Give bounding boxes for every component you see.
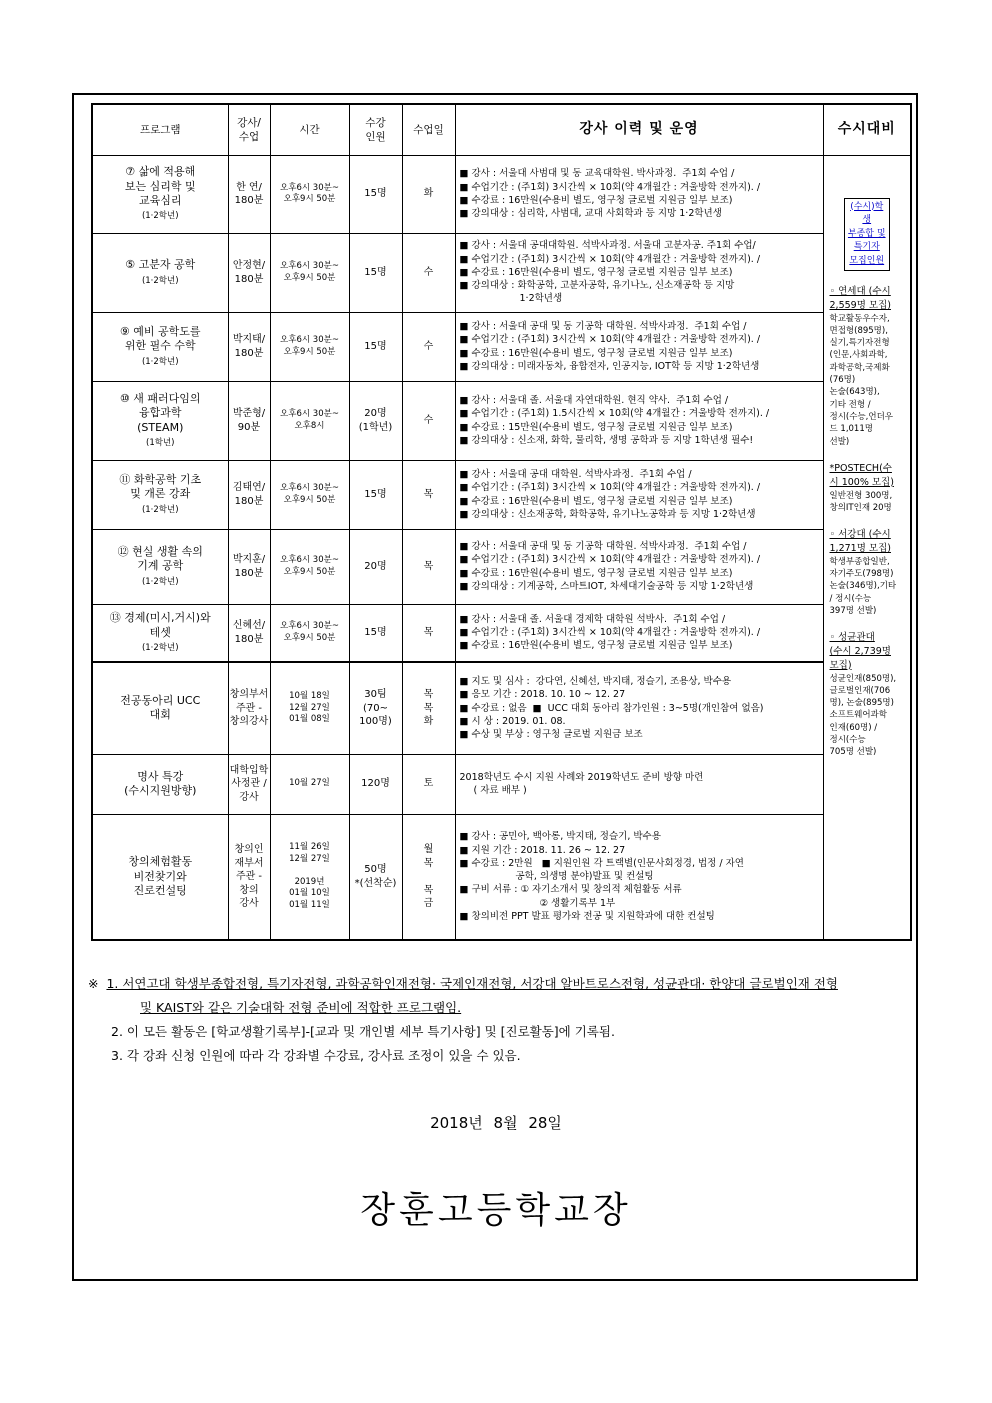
- header-time: 시간: [270, 104, 349, 155]
- time-cell: 10월 27일: [270, 754, 349, 814]
- time-cell: 오후6시 30분~ 오후9시 50분: [270, 233, 349, 312]
- detail-line: ■ 수업기간 : (주1회) 3시간씩 × 10회(약 4개월간 : 겨울방학 전까지). /: [459, 253, 761, 265]
- sidebar-block-head2: 1,271명 모집): [829, 542, 891, 554]
- detail-line: ■ 강의대상 : 심리학, 사범대, 교대 사회학과 등 지망 1·2학년생: [459, 208, 722, 220]
- program-title-cell: [92, 460, 228, 529]
- detail-line: ■ 지원 기간 : 2018. 11. 26 ~ 12. 27: [459, 844, 626, 856]
- capacity-cell: 15명: [349, 460, 402, 529]
- detail-line: ■ 강의대상 : 화학공학, 고분자공학, 유기나노, 신소재공학 등 지망: [459, 280, 735, 292]
- sidebar-block-body: 일반전형 300명, 창의IT인재 20명: [829, 490, 893, 513]
- sidebar-block-body: 성균인재(850명), 글로벌인재(706 명), 논술(895명) 소프트웨어과학 인재(60명) / 정시(수능 705명 선발): [829, 673, 897, 758]
- day-cell: 토: [402, 754, 455, 814]
- detail-line: ■ 수강료 : 16만원(수용비 별도, 영구청 글로벌 지원금 일부 보조): [459, 567, 733, 579]
- detail-line: ■ 강의대상 : 미래자동차, 융합전자, 인공지능, IOT학 등 지망 1·2학년생: [459, 360, 760, 372]
- program-row: [92, 233, 911, 312]
- detail-line: ■ 강의대상 : 기계공학, 스마트IOT, 차세대기술공학 등 지망 1·2학년생: [459, 580, 754, 592]
- time-cell: 오후6시 30분~ 오후9시 50분: [270, 604, 349, 662]
- program-row: [92, 814, 911, 940]
- program-title-cell: [92, 604, 228, 662]
- details-cell: [455, 155, 823, 233]
- program-title-cell: [92, 662, 228, 754]
- day-cell: 월 목 목 금: [402, 814, 455, 940]
- detail-line: ■ 수업기간 : (주1회) 3시간씩 × 10회(약 4개월간 : 겨울방학 전까지). /: [459, 554, 761, 566]
- time-cell: 10월 18일 12월 27일 01월 08일: [270, 662, 349, 754]
- detail-line: ■ 응모 기간 : 2018. 10. 10 ~ 12. 27: [459, 689, 626, 701]
- detail-line: ( 자료 배부 ): [473, 785, 527, 796]
- details-cell: [455, 604, 823, 662]
- detail-line: ■ 수업기간 : (주1회) 3시간씩 × 10회(약 4개월간 : 겨울방학 전까지). /: [459, 181, 761, 193]
- note-1-line-a: 1. 서연고대 학생부종합전형, 특기자전형, 과학공학인재전형· 국제인재전형, 서강대 알바트로스전형, 성균관대· 한양대 글로벌인재 전형: [106, 976, 838, 991]
- detail-line: ■ 수강료 : 2만원 ■ 지원인원 각 트랙별(인문사회정경, 법정 / 자연: [459, 857, 744, 869]
- capacity-cell: 120명: [349, 754, 402, 814]
- note-mark: ※: [88, 976, 99, 991]
- day-cell: 목 목 화: [402, 662, 455, 754]
- program-grade: (1·2학년): [141, 211, 179, 222]
- program-grade: (1·2학년): [141, 356, 179, 367]
- details-cell: [455, 233, 823, 312]
- detail-line: ■ 강사 : 서울대 졸. 서울대 경제학 대학원 석박사. 주1회 수업 /: [459, 613, 726, 625]
- capacity-cell: 20명 (1학년): [349, 381, 402, 460]
- time-cell: 11월 26일 12월 27일 2019년 01월 10일 01월 11일: [270, 814, 349, 940]
- detail-line: ■ 강의대상 : 신소재공학, 화학공학, 유기나노공학과 등 지망 1·2학년생: [459, 508, 756, 520]
- detail-line: ■ 수업기간 : (주1회) 3시간씩 × 10회(약 4개월간 : 겨울방학 전까지). /: [459, 482, 761, 494]
- detail-line: ■ 수강료 : 16만원(수용비 별도, 영구청 글로벌 지원금 일부 보조): [459, 640, 733, 652]
- detail-line: ■ 강사 : 서울대 공대 및 동 기공학 대학원. 석박사과정. 주1회 수업 /: [459, 540, 747, 552]
- detail-line: 공학, 의생명 분야)발표 및 컨설팅: [515, 871, 654, 883]
- program-row: [92, 754, 911, 814]
- program-number: ⑨: [119, 325, 130, 339]
- details-cell: [455, 754, 823, 814]
- note-1-line-b: 및 KAIST와 같은 기술대학 전형 준비에 적합한 프로그램임.: [140, 1000, 462, 1015]
- detail-line: ■ 지도 및 심사 : 강다연, 신혜선, 박지태, 정슬기, 조용상, 박수용: [459, 676, 732, 687]
- sidebar-block-head2: 2,559명 모집): [829, 299, 891, 311]
- details-cell: [455, 312, 823, 381]
- sidebar-box: (수시)학생 부종합 및 특기자 모집인원: [844, 198, 890, 272]
- program-row: [92, 460, 911, 529]
- program-title: 고분자 공학: [138, 258, 196, 272]
- sidebar-block-body: 학교활동우수자, 면접형(895명), 실기,특기자전형 (인문,사회과학, 과학공학,국제화 (76명) 논술(643명), 기타 전형 / 정시(수능,언더우 드 1,011명 선발): [829, 313, 893, 447]
- program-title: 현실 생활 속의 기계 공학: [132, 545, 203, 573]
- instructor-cell: 박준형/ 90분: [228, 381, 270, 460]
- detail-line: ■ 강사 : 공민아, 백아롱, 박지태, 정슬기, 박수용: [459, 831, 661, 843]
- capacity-cell: 30팀 (70~ 100명): [349, 662, 402, 754]
- time-cell: 오후6시 30분~ 오후9시 50분: [270, 460, 349, 529]
- sidebar-block-head: *POSTECH(수: [829, 462, 892, 474]
- detail-line: ■ 시 상 : 2019. 01. 08.: [459, 715, 566, 727]
- program-number: ⑤: [125, 258, 136, 272]
- detail-line: ■ 수강료 : 16만원(수용비 별도, 영구청 글로벌 지원금 일부 보조): [459, 266, 733, 278]
- principal-signature: 장훈고등학교장: [360, 1190, 632, 1231]
- note-1: [88, 972, 908, 996]
- details-cell: [455, 529, 823, 604]
- instructor-cell: 대학입학 사정관 / 강사: [228, 754, 270, 814]
- detail-line: ■ 수강료 : 16만원(수용비 별도, 영구청 글로벌 지원금 일부 보조): [459, 495, 733, 507]
- capacity-cell: 50명 *(선착순): [349, 814, 402, 940]
- sidebar-block-head: ◦ 연세대 (수시: [829, 286, 891, 297]
- program-title: 전공동아리 UCC 대회: [120, 693, 201, 722]
- day-cell: 수: [402, 381, 455, 460]
- sidebar-block-head2: (수시 2,739명 모집): [829, 645, 891, 671]
- sidebar-block: [830, 285, 905, 448]
- program-title-cell: [92, 381, 228, 460]
- time-cell: 오후6시 30분~ 오후8시: [270, 381, 349, 460]
- detail-line: 1·2학년생: [519, 293, 563, 305]
- details-cell: [455, 460, 823, 529]
- detail-line: ■ 강사 : 서울대 졸. 서울대 자연대학원. 현직 약사. 주1회 수업 /: [459, 394, 729, 406]
- program-number: ⑫: [117, 545, 129, 559]
- sidebar-block: [830, 631, 905, 758]
- detail-line: ■ 수강료 : 15만원(수용비 별도, 영구청 글로벌 지원금 일부 보조): [459, 421, 733, 433]
- detail-line: ■ 수업기간 : (주1회) 3시간씩 × 10회(약 4개월간 : 겨울방학 전까지). /: [459, 334, 761, 346]
- program-title: 창의체험활동 비전찾기와 진로컨설팅: [128, 855, 193, 897]
- detail-line: 2018학년도 수시 지원 사례와 2019학년도 준비 방향 마련: [459, 771, 704, 783]
- program-row: [92, 662, 911, 754]
- day-cell: 수: [402, 233, 455, 312]
- instructor-cell: 창의인 재부서 주관 - 창의 강사: [228, 814, 270, 940]
- program-row: [92, 529, 911, 604]
- detail-line: ■ 수강료 : 16만원(수용비 별도, 영구청 글로벌 지원금 일부 보조): [459, 195, 733, 206]
- detail-line: ② 생활기록부 1부: [539, 897, 616, 909]
- detail-line: ■ 강사 : 서울대 공대대학원. 석박사과정. 서울대 고분자공. 주1회 수업/: [459, 240, 756, 252]
- program-title: 새 패러다임의 융합과학 (STEAM): [133, 391, 201, 434]
- program-number: ⑪: [119, 473, 131, 487]
- program-grade: (1·2학년): [141, 642, 179, 653]
- detail-line: ■ 강의대상 : 신소재, 화학, 물리학, 생명 공학과 등 지망 1학년생 필수!: [459, 434, 754, 446]
- program-title: 삶에 적용해 보는 심리학 및 교육심리: [124, 165, 196, 207]
- capacity-cell: 15명: [349, 604, 402, 662]
- program-number: ⑬: [109, 611, 121, 625]
- program-title: 예비 공학도를 위한 필수 수학: [124, 325, 201, 353]
- detail-line: ■ 강사 : 서울대 공대 대학원. 석박사과정. 주1회 수업 /: [459, 468, 692, 480]
- day-cell: 수: [402, 312, 455, 381]
- document-date: 2018년 8월 28일: [430, 1114, 562, 1132]
- program-rows: [92, 155, 911, 940]
- sidebar-block-head: ◦ 성균관대: [829, 632, 875, 644]
- detail-line: ■ 창의비전 PPT 발표 평가와 전공 및 지원학과에 대한 컨설팅: [459, 910, 715, 922]
- header-prep: 수시대비: [823, 104, 911, 155]
- detail-line: ■ 수강료 : 16만원(수용비 별도, 영구청 글로벌 지원금 일부 보조): [459, 347, 733, 359]
- instructor-cell: 안정현/ 180분: [228, 233, 270, 312]
- program-row: [92, 155, 911, 233]
- day-cell: 목: [402, 529, 455, 604]
- program-number: ⑦: [125, 165, 136, 179]
- program-grade: (1학년): [146, 437, 175, 448]
- sidebar-block: [830, 462, 905, 514]
- program-grade: (1·2학년): [141, 275, 179, 286]
- program-title-cell: [92, 754, 228, 814]
- program-title-cell: [92, 155, 228, 233]
- instructor-cell: 김태연/ 180분: [228, 460, 270, 529]
- day-cell: 화: [402, 155, 455, 233]
- detail-line: ■ 구비 서류 : ① 자기소개서 및 창의적 체험활동 서류: [459, 884, 682, 896]
- note-3: 3. 각 강좌 신청 인원에 따라 각 강좌별 수강료, 강사료 조정이 있을 수 있음.: [111, 1048, 521, 1063]
- instructor-cell: 창의부서 주관 - 창의강사: [228, 662, 270, 754]
- instructor-cell: 박지태/ 180분: [228, 312, 270, 381]
- details-cell: [455, 662, 823, 754]
- program-title: 화학공학 기초 및 개론 강좌: [130, 473, 202, 501]
- time-cell: 오후6시 30분~ 오후9시 50분: [270, 529, 349, 604]
- sidebar-block-head: ◦ 서강대 (수시: [829, 529, 891, 541]
- header-day: 수업일: [402, 104, 455, 155]
- note-1-cont: [88, 996, 908, 1020]
- program-row: [92, 381, 911, 460]
- details-cell: [455, 814, 823, 940]
- header-details: 강사 이력 및 운영: [455, 104, 823, 155]
- detail-line: ■ 수업기간 : (주1회) 3시간씩 × 10회(약 4개월간 : 겨울방학 전까지). /: [459, 627, 761, 639]
- capacity-cell: 15명: [349, 233, 402, 312]
- program-title-cell: [92, 233, 228, 312]
- program-title: 경제(미시,거시)와 테셋: [124, 611, 211, 639]
- capacity-cell: 15명: [349, 155, 402, 233]
- detail-line: ■ 수업기간 : (주1회) 1.5시간씩 × 10회(약 4개월간 : 겨울방학 전까지). /: [459, 408, 770, 420]
- capacity-cell: 20명: [349, 529, 402, 604]
- time-cell: 오후6시 30분~ 오후9시 50분: [270, 155, 349, 233]
- program-title-cell: [92, 312, 228, 381]
- details-cell: [455, 381, 823, 460]
- instructor-cell: 신혜선/ 180분: [228, 604, 270, 662]
- detail-line: ■ 강사 : 서울대 공대 및 동 기공학 대학원. 석박사과정. 주1회 수업 /: [459, 320, 747, 332]
- note-2: 2. 이 모든 활동은 [학교생활기록부]-[교과 및 개인별 세부 특기사항] 및 [진로활동]에 기록됨.: [111, 1024, 615, 1039]
- program-grade: (1·2학년): [141, 504, 179, 515]
- program-title-cell: [92, 529, 228, 604]
- day-cell: 목: [402, 604, 455, 662]
- instructor-cell: 박지훈/ 180분: [228, 529, 270, 604]
- program-number: ⑩: [119, 391, 130, 405]
- header-program: 프로그램: [92, 104, 228, 155]
- program-title: 명사 특강 (수시지원방향): [124, 769, 197, 797]
- program-row: [92, 604, 911, 662]
- detail-line: ■ 수강료 : 없음 ■ UCC 대회 동아리 참가인원 : 3~5명(개인참여 없음): [459, 702, 764, 714]
- sidebar-block-body: 학생부종합일반, 자기주도(798명) 논술(346명),기타 / 정시(수능 397명 선발): [829, 556, 897, 616]
- detail-line: ■ 수상 및 부상 : 영구청 글로벌 지원금 보조: [459, 729, 643, 741]
- sidebar-block: [830, 528, 905, 617]
- capacity-cell: 15명: [349, 312, 402, 381]
- detail-line: ■ 강사 : 서울대 사범대 및 동 교육대학원. 박사과정. 주1회 수업 /: [459, 168, 735, 180]
- notes: [88, 972, 908, 1068]
- header-instructor: 강사/ 수업: [228, 104, 270, 155]
- program-table: [91, 103, 912, 941]
- page-frame: [72, 93, 918, 1281]
- header-capacity: 수강 인원: [349, 104, 402, 155]
- day-cell: 목: [402, 460, 455, 529]
- sidebar-block-head2: 시 100% 모집): [829, 476, 894, 488]
- instructor-cell: 한 연/ 180분: [228, 155, 270, 233]
- admission-sidebar: [823, 155, 911, 940]
- program-grade: (1·2학년): [141, 576, 179, 587]
- program-row: [92, 312, 911, 381]
- program-title-cell: [92, 814, 228, 940]
- time-cell: 오후6시 30분~ 오후9시 50분: [270, 312, 349, 381]
